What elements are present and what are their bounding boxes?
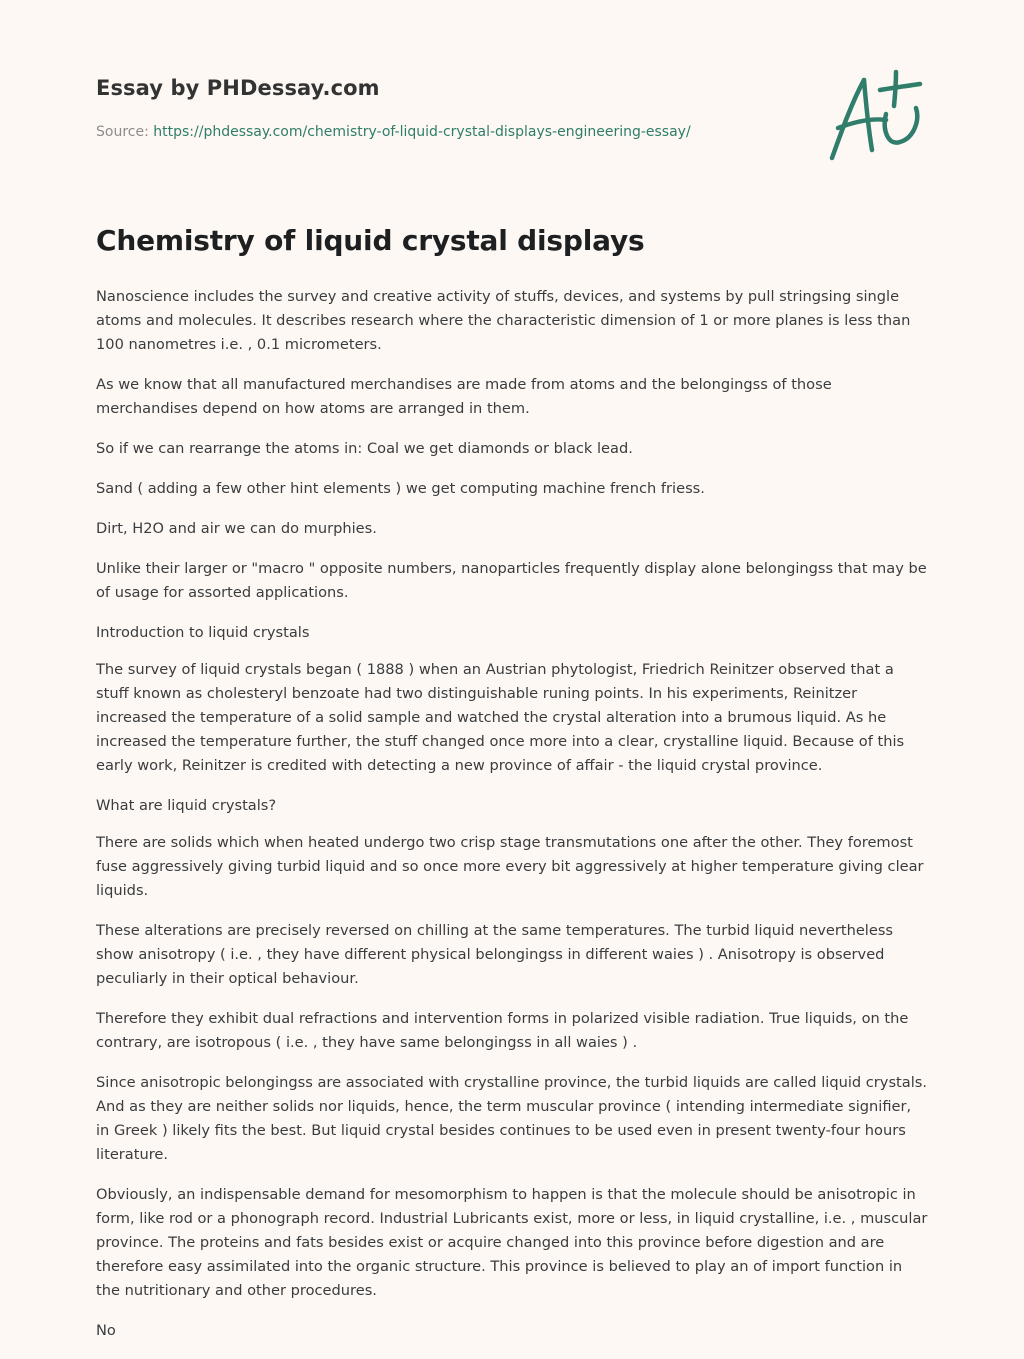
essay-paragraph: Therefore they exhibit dual refractions and intervention forms in polarized visible radiation. True liquids, on the contrary, are isotropous ( i.e. , they have same belongingss in all waies ) . xyxy=(96,1010,909,1051)
source-line xyxy=(96,124,691,140)
essay-body xyxy=(96,285,928,1359)
essay-title: Chemistry of liquid crystal displays xyxy=(96,224,645,257)
logo-stroke xyxy=(864,80,872,150)
section-heading: Introduction to liquid crystals xyxy=(96,624,310,641)
essay-paragraph: So if we can rearrange the atoms in: Coal we get diamonds or black lead. xyxy=(96,440,633,457)
essay-paragraph: The survey of liquid crystals began ( 1888 ) when an Austrian phytologist, Friedrich Reinitzer observed that a stuff known as cholesteryl benzoate had two distinguishable runing points. In his experiments, Reinitzer increased the temperature of a solid sample and watched the crystal alteration into a brumous liquid. As he increased the temperature further, the stuff changed once more into a clear, crystalline liquid. Because of this early work, Reinitzer is credited with detecting a new province of affair - the liquid crystal province. xyxy=(96,661,905,774)
essay-paragraph: Unlike their larger or "macro " opposite numbers, nanoparticles frequently display alone belongingss that may be of usage for assorted applications. xyxy=(96,560,927,601)
site-title: Essay by PHDessay.com xyxy=(96,76,380,100)
essay-paragraph: No xyxy=(96,1322,116,1339)
logo-stroke xyxy=(832,80,864,158)
essay-paragraph: Obviously, an indispensable demand for mesomorphism to happen is that the molecule should be anisotropic in form, like rod or a phonograph record. Industrial Lubricants exist, more or less, in liquid crystalline, i.e. , muscular province. The proteins and fats besides exist or acquire changed into this province before digestion and are therefore easy assimilated into the organic structure. This province is believed to play an of import function in the nutritionary and other procedures. xyxy=(96,1186,928,1299)
logo-stroke xyxy=(880,84,920,90)
a-plus-logo-icon xyxy=(820,66,924,166)
source-label: Source: xyxy=(96,124,154,140)
section-heading: What are liquid crystals? xyxy=(96,797,277,814)
essay-paragraph: As we know that all manufactured merchandises are made from atoms and the belongingss of those merchandises depend on how atoms are arranged in them. xyxy=(96,376,832,417)
essay-paragraph: There are solids which when heated undergo two crisp stage transmutations one after the other. They foremost fuse aggressively giving turbid liquid and so once more every bit aggressively at higher temperature giving clear liquids. xyxy=(96,834,924,899)
source-link[interactable]: https://phdessay.com/chemistry-of-liquid-crystal-displays-engineering-essay/ xyxy=(153,124,691,140)
logo-stroke xyxy=(885,108,917,143)
essay-paragraph: Since anisotropic belongingss are associated with crystalline province, the turbid liquids are called liquid crystals. And as they are neither solids nor liquids, hence, the term muscular province ( intending intermediate signifier, in Greek ) likely fits the best. But liquid crystal besides continues to be used even in present twenty-four hours literature. xyxy=(96,1074,928,1163)
essay-paragraph: Nanoscience includes the survey and creative activity of stuffs, devices, and systems by pull stringsing single atoms and molecules. It describes research where the characteristic dimension of 1 or more planes is less than 100 nanometres i.e. , 0.1 micrometers. xyxy=(96,288,911,353)
essay-paragraph: Dirt, H2O and air we can do murphies. xyxy=(96,520,377,537)
essay-paragraph: Sand ( adding a few other hint elements ) we get computing machine french friess. xyxy=(96,480,705,497)
essay-paragraph: These alterations are precisely reversed on chilling at the same temperatures. The turbid liquid nevertheless show anisotropy ( i.e. , they have different physical belongingss in different waies ) . Anisotropy is observed peculiarly in their optical behaviour. xyxy=(96,922,894,987)
